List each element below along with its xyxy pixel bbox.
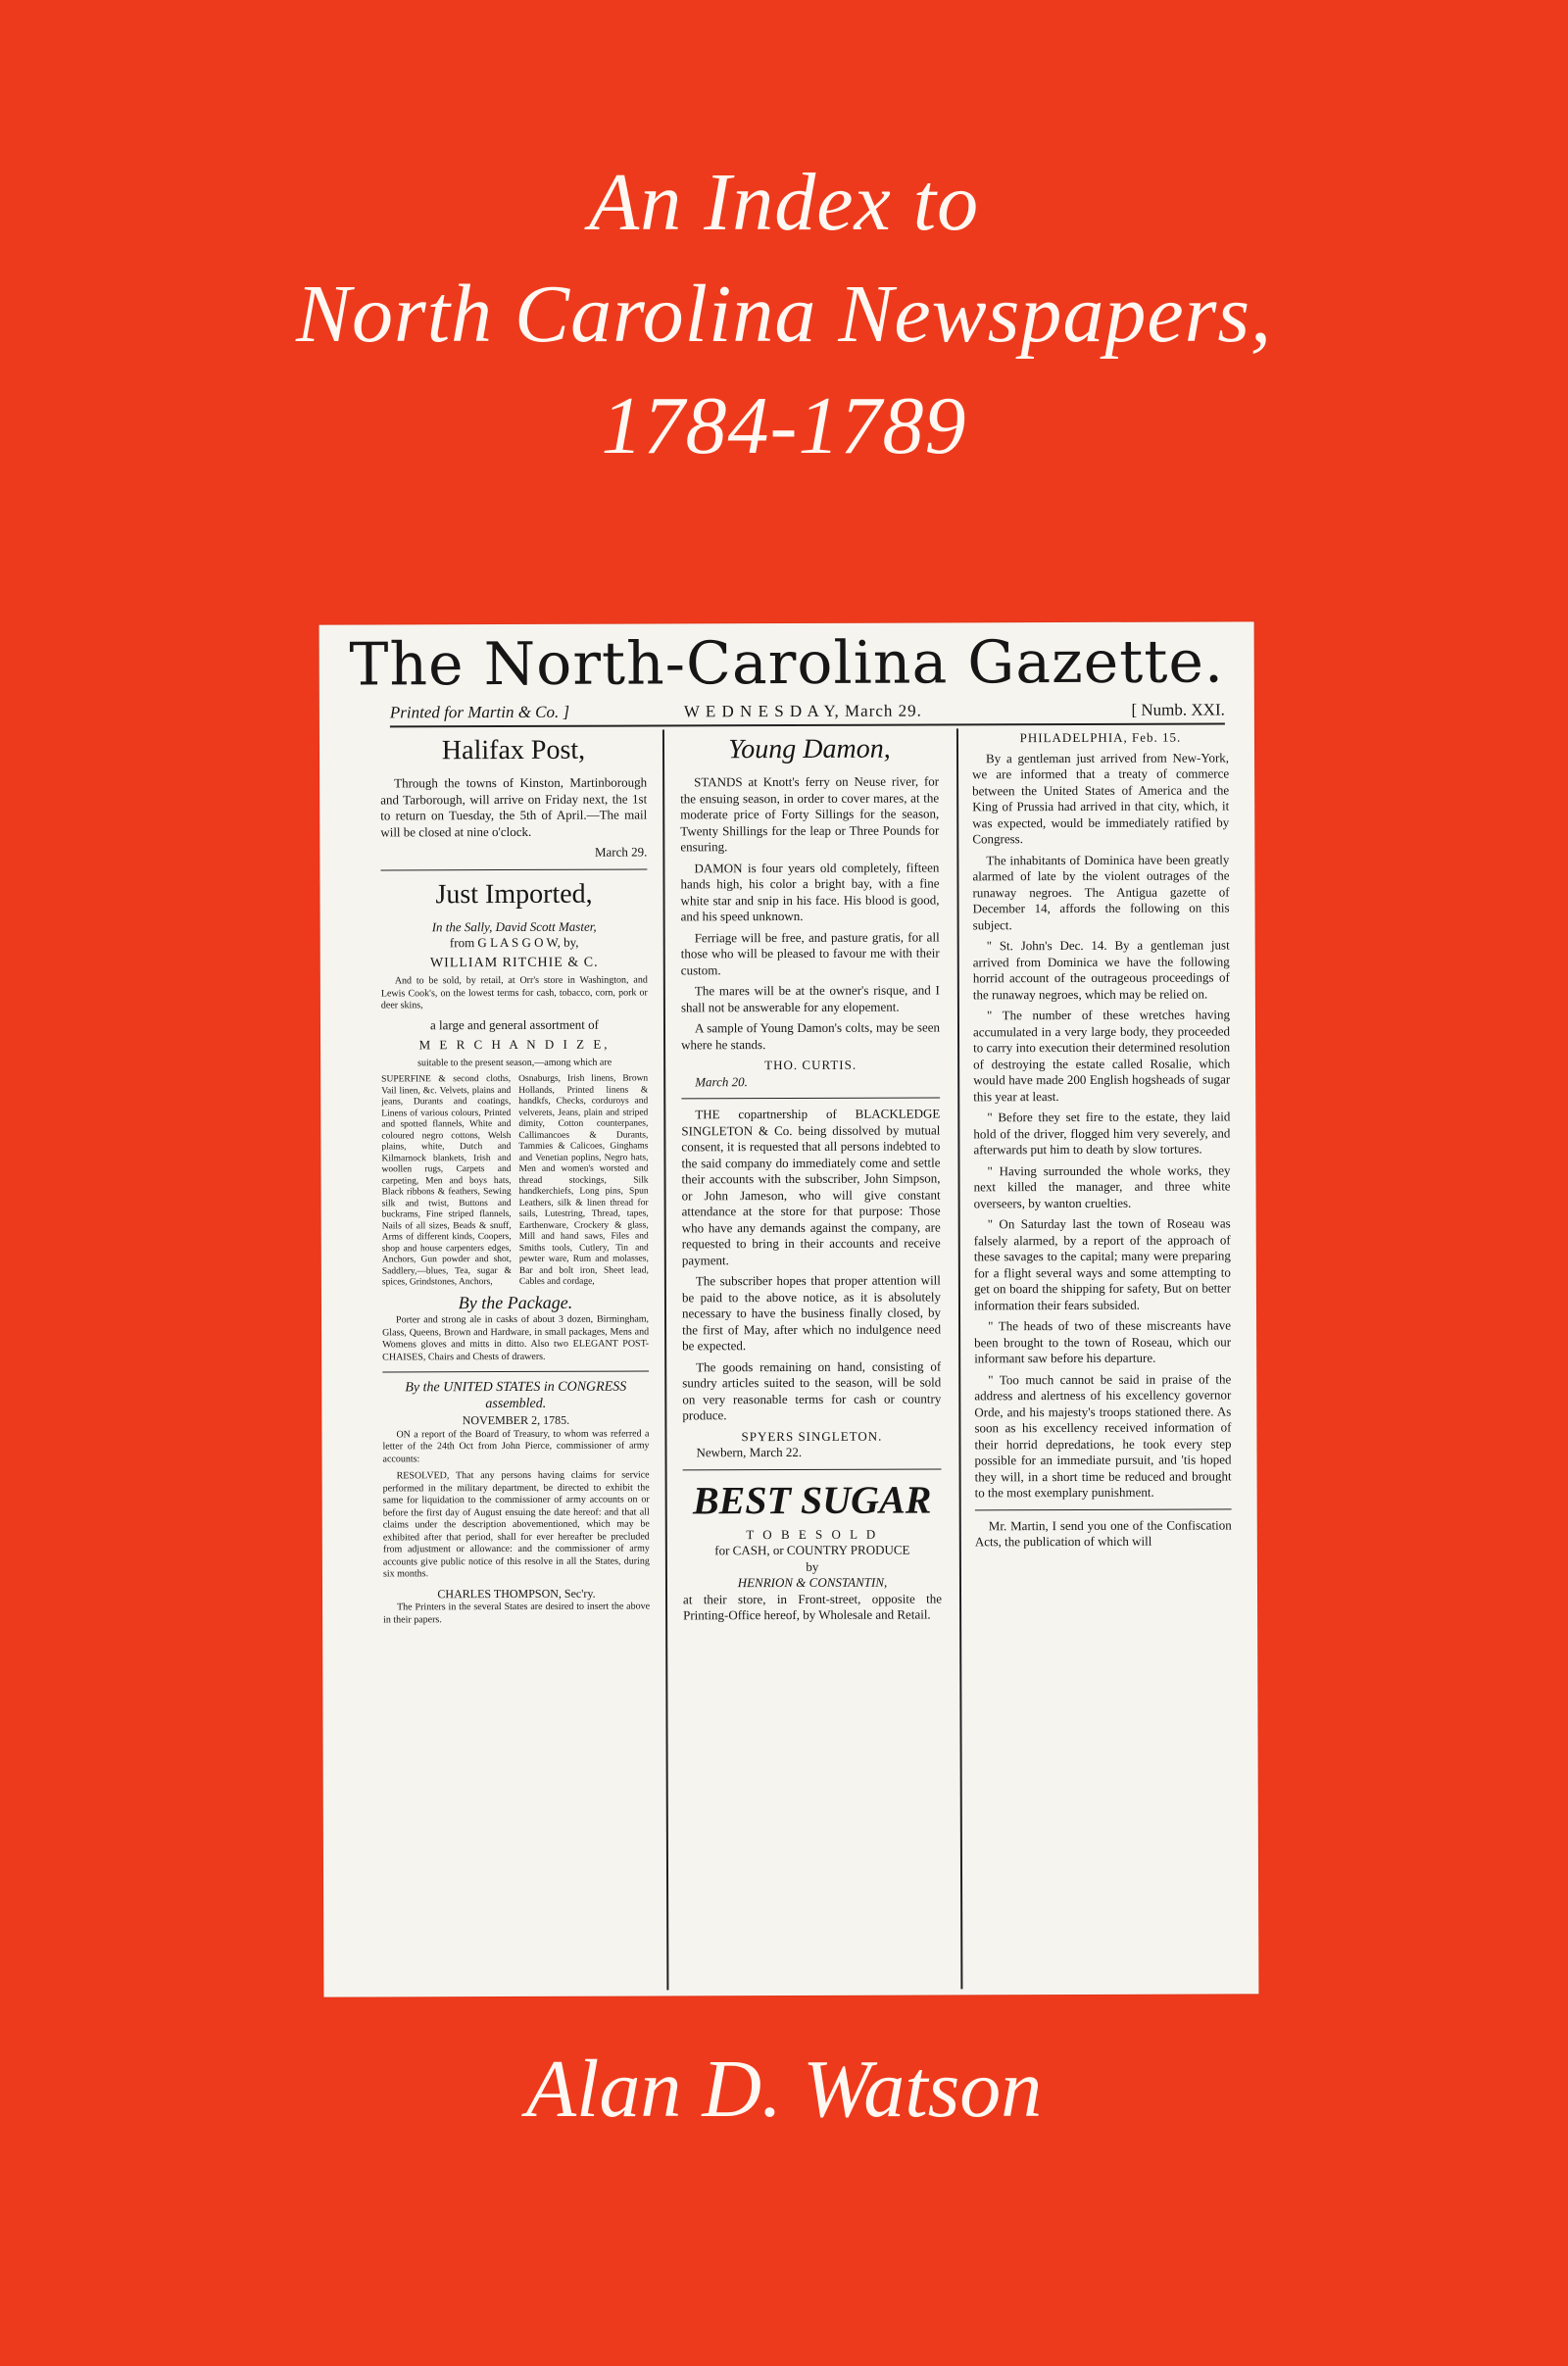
column-rule bbox=[956, 728, 962, 1989]
newspaper-masthead: The North-Carolina Gazette. bbox=[349, 627, 1225, 700]
cash-or-produce: for CASH, or COUNTRY PRODUCE bbox=[714, 1542, 910, 1558]
news-paragraph: By a gentleman just arrived from New-York, we are informed that a treaty of commerce between the United States of America and the King of Prussia had arrived in that city, which, it was expected, would be immediately ratified by Congress. bbox=[972, 749, 1230, 847]
newspaper-column-2 bbox=[680, 728, 943, 1986]
news-paragraph: " Before they set fire to the estate, they laid hold of the driver, flogged him very severely, and afterwards put him to death by slow tortures. bbox=[973, 1109, 1231, 1158]
spyers-date: Newbern, March 22. bbox=[696, 1444, 803, 1460]
imported-line: a large and general assortment of bbox=[429, 1016, 599, 1032]
by-word: by bbox=[806, 1558, 819, 1574]
resolved-text: RESOLVED, That any persons having claims for service performed in the military department, be directed to exhibit the same for liquidation to the commissioner of army accounts on or before the first day of August ensuing the date hereof: and that all claims under the description abovementioned, which may be exhibited after that period, shall for ever hereafter be precluded from adjustment or allowance: and the commissioner of army accounts give public notice of this resolve in all the States, during six months. bbox=[382, 1469, 650, 1580]
issue-number: [ Numb. XXI. bbox=[1131, 700, 1225, 719]
spyers-signature: SPYERS SINGLETON. bbox=[741, 1428, 883, 1444]
imported-from: from G L A S G O W, by, bbox=[449, 934, 579, 951]
column-rule bbox=[662, 729, 668, 1990]
news-paragraph: " Too much cannot be said in praise of the address and alertness of his excellency governor Orde, and his majesty's troops stationed there. As soon as his excellency received information of their horrid depredations, he took every step possible for an immediate pursuit, and 'tis hoped they will, in a short time be reduced and brought to the most exemplary punishment. bbox=[974, 1370, 1232, 1501]
curtis-signature: THO. CURTIS. bbox=[764, 1057, 858, 1073]
news-paragraph: " The number of these wretches having accumulated in a very large body, they proceeded to carry into execution their determined resolution of destroying the estate called Rosalie, which would have made 200 English hogsheads of sugar this year at least. bbox=[972, 1007, 1231, 1104]
halifax-post-text: Through the towns of Kinston, Martinborough and Tarborough, will arrive on Friday next, the 1st to return on Tuesday, the 5th of April.—The mail will be closed at nine o'clock. bbox=[380, 774, 648, 839]
halifax-post-heading: Halifax Post, bbox=[441, 734, 586, 766]
just-imported-heading: Just Imported, bbox=[435, 878, 593, 910]
congress-heading: By the UNITED STATES in CONGRESS assembled. bbox=[405, 1379, 627, 1411]
henrion-constantin: HENRION & CONSTANTIN, bbox=[737, 1574, 888, 1591]
printers-note: The Printers in the several States are desired to insert the above in their papers. bbox=[383, 1601, 651, 1625]
newspaper-column-1 bbox=[380, 730, 651, 1988]
imported-ship: In the Sally, David Scott Master, bbox=[431, 918, 597, 934]
imported-small-text: And to be sold, by retail, at Orr's store in Washington, and Lewis Cook's, on the lowest terms for cash, tobacco, corn, pork or deer skins, bbox=[380, 974, 648, 1011]
merchandize-heading: M E R C H A N D I Z E, bbox=[418, 1036, 611, 1053]
best-sugar-heading: BEST SUGAR bbox=[692, 1476, 932, 1522]
news-paragraph: The inhabitants of Dominica have been greatly alarmed of late by the violent outrages of the runaway negroes. The Antigua gazette of December 14, affords the following on this subject. bbox=[972, 851, 1230, 932]
subscriber-text: The subscriber hopes that proper attention will be paid to the above notice, as it is absolutely necessary to have the business finally closed, by the first of May, after which no indulgence need be expected. bbox=[681, 1272, 942, 1354]
news-paragraph: " On Saturday last the town of Roseau was falsely alarmed, by a report of the approach of these savages to the capital; many were preparing for a flight several ways and some attempting to get on board the shipping for safety, But on better information their fears subsided. bbox=[973, 1215, 1231, 1312]
young-damon-heading: Young Damon, bbox=[728, 733, 891, 765]
to-be-sold: T O B E S O L D bbox=[746, 1526, 879, 1542]
halifax-post-date: March 29. bbox=[594, 844, 648, 860]
issue-day: W E D N E S D A Y, March 29. bbox=[683, 701, 922, 721]
imported-by: WILLIAM RITCHIE & C. bbox=[429, 955, 599, 970]
sample-text: A sample of Young Damon's colts, may be seen where he stands. bbox=[681, 1019, 941, 1052]
young-damon-text: STANDS at Knott's ferry on Neuse river, for the ensuing season, in order to cover mares, at the moderate price of Forty Sillings for the season, Twenty Shillings for the leap or Three Pounds for ensuring. bbox=[680, 773, 940, 855]
news-paragraph: " St. John's Dec. 14. By a gentleman just arrived from Dominica we have the following horrid account of the outrageous proceedings of the runaway negroes, which may be relied on. bbox=[972, 937, 1230, 1002]
news-paragraph: " The heads of two of these miscreants have been brought to the town of Roseau, which our informant saw before his departure. bbox=[974, 1317, 1232, 1366]
merchandize-subtext: suitable to the present season,—among which are bbox=[417, 1057, 612, 1068]
philadelphia-dateline: PHILADELPHIA, Feb. 15. bbox=[1019, 729, 1182, 746]
author-name: Alan D. Watson bbox=[525, 2044, 1043, 2135]
title-line-3: 1784-1789 bbox=[601, 380, 967, 471]
damon-description: DAMON is four years old completely, fifteen hands high, his color a bright bay, with a fine white star and snip in his face. His blood is good, and his speed unknown. bbox=[680, 859, 940, 924]
printed-for: Printed for Martin & Co. ] bbox=[389, 702, 570, 722]
ferriage-text: Ferriage will be free, and pasture gratis, for all those who will be pleased to favour me with their custom. bbox=[680, 928, 940, 977]
thompson-signature: CHARLES THOMPSON, Sec'ry. bbox=[437, 1586, 596, 1601]
news-paragraph: Mr. Martin, I send you one of the Confiscation Acts, the publication of which will bbox=[974, 1516, 1232, 1550]
store-text: at their store, in Front-street, opposite the Printing-Office hereof, by Wholesale and Retail. bbox=[683, 1590, 943, 1623]
news-paragraph: " Having surrounded the whole works, they next killed the manager, and three white overseers, by wanton cruelties. bbox=[973, 1161, 1231, 1210]
congress-date: NOVEMBER 2, 1785. bbox=[462, 1412, 570, 1428]
title-line-1: An Index to bbox=[588, 157, 980, 248]
congress-text: ON a report of the Board of Treasury, to whom was referred a letter of the 24th Oct from John Pierce, commissioner of army accounts: bbox=[382, 1427, 650, 1464]
newspaper-dateline bbox=[390, 697, 1225, 727]
by-package-heading: By the Package. bbox=[458, 1292, 573, 1312]
porter-text: Porter and strong ale in casks of about 3 dozen, Birmingham, Glass, Queens, Brown and Hardware, in small packages, Mens and Womens gloves and mitts in ditto. Also two ELEGANT POST-CHAISES, Chairs and Chests of drawers. bbox=[382, 1313, 650, 1362]
goods-remaining-text: The goods remaining on hand, consisting of sundry articles suited to the season, will be sold on very reasonable terms for cash or country produce. bbox=[682, 1357, 942, 1423]
newspaper-column-3 bbox=[972, 727, 1233, 1985]
book-title bbox=[0, 147, 1568, 482]
goods-list-left: SUPERFINE & second cloths, Vail linen, &c. Velvets, plains and jeans, Durants and coatings, Linens of various colours, Printed and spotted flannels, White and coloured negro cottons, Welsh plains, white, Dutch and Kilmarnock blankets, Irish and woollen rugs, Carpets and carpeting, Men and boys hats, Black ribbons & feathers, Sewing silk and twist, Buttons and buckrams, Fine striped flannels, Nails of all sizes, Beads & snuff, Arms of different kinds, Coopers, shop and house carpenters edges, Anchors, Gun powder and shot, Saddlery,—blues, Tea, sugar & spices, Grindstones, Anchors, bbox=[381, 1073, 512, 1288]
copartnership-text: THE copartnership of BLACKLEDGE SINGLETON & Co. being dissolved by mutual consent, it is requested that all persons indebted to the said company do immediately come and settle their accounts with the subscriber, John Simpson, or John Jameson, who will give constant attendance at the store for that purpose: Those who have any demands against the company, are requested to bring in their accounts and receive payment. bbox=[681, 1106, 941, 1267]
title-line-2: North Carolina Newspapers, bbox=[295, 269, 1273, 360]
newspaper-facsimile bbox=[319, 621, 1259, 1996]
mares-text: The mares will be at the owner's risque, and I shall not be answerable for any elopement. bbox=[680, 982, 940, 1014]
goods-list-right: Osnaburgs, Irish linens, Brown Hollands, Printed linens & handkfs, Checks, corduroys and velverets, Jeans, plain and striped dimity, Cotton counterpanes, Callimancoes & Durants, Tammies & Calicoes, Ginghams and Venetian poplins, Negro hats, Men and women's worsted and thread stockings, Silk handkerchiefs, Long pins, Spun Leathers, silk & linen thread for sails, Lutestring, Thread, tapes, Earthenware, Crockery & glass, Mill and hand saws, Files and Smiths tools, Cutlery, Tin and pewter ware, Rum and molasses, Bar and bolt iron, Sheet lead, Cables and cordage, bbox=[518, 1073, 649, 1287]
goods-list bbox=[381, 1074, 649, 1289]
curtis-date: March 20. bbox=[695, 1073, 748, 1089]
